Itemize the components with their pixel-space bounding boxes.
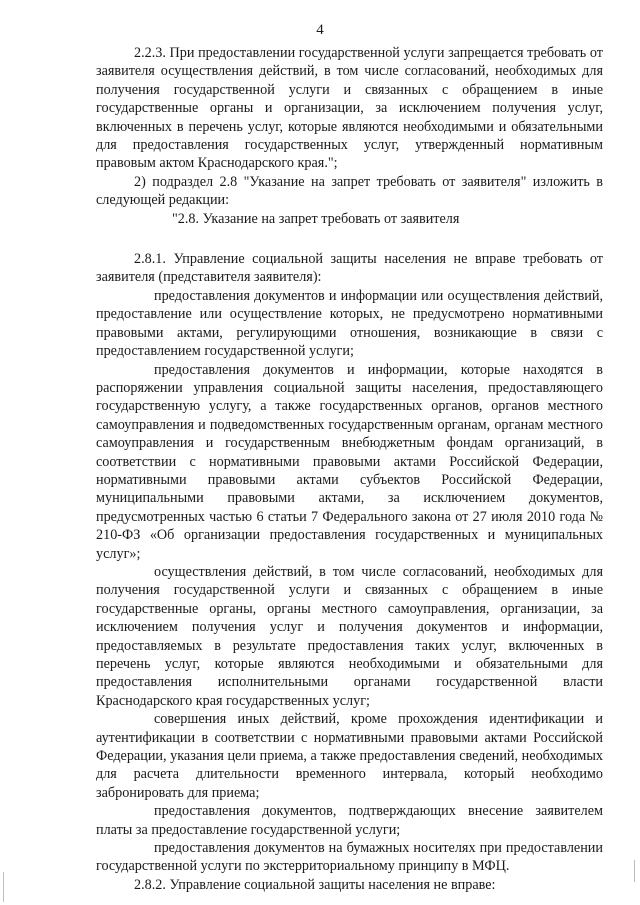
- list-item-payment-documents: предоставления документов, подтверждающих внесение заявителем платы за предоставление государственной услуги;: [96, 803, 603, 838]
- document-body: [96, 44, 603, 894]
- list-item-documents-in-possession: предоставления документов и информации, которые находятся в распоряжении управления социальной защиты населения, предоставляющего государственную услугу, а также государственных органов, органов местного самоуправления и подведомственных государственным органам, органам местного самоуправления и государственным внебюджетным фондам организаций, в соответствии с нормативными правовыми актами Российской Федерации, нормативными правовыми актами субъектов Российской Федерации, муниципальными правовыми актами, за исключением документов, предусмотренных частью 6 статьи 7 Федерального закона от 27 июля 2010 года № 210-ФЗ «Об организации предоставления государственных и муниципальных услуг»;: [96, 361, 603, 562]
- list-item-actions-approvals: осуществления действий, в том числе согласований, необходимых для получения государственной услуги и связанных с обращением в иные государственные органы, органы местного самоуправления, организации, за исключением получения услуг и получения документов и информации, предоставляемых в результате предоставления таких услуг, включенных в перечень услуг, которые являются необходимыми и обязательными для предоставления исполнительными органами государственной власти Краснодарского края государственных услуг;: [96, 563, 603, 709]
- scan-edge-mark: [634, 860, 635, 882]
- list-item-paper-documents: предоставления документов на бумажных носителях при предоставлении государственной услуги по экстерриториальному принципу в МФЦ.: [96, 840, 603, 875]
- paragraph-2-8-2: 2.8.2. Управление социальной защиты населения не вправе:: [134, 876, 496, 893]
- scan-edge-mark: [3, 872, 4, 902]
- paragraph-2-8-1: 2.8.1. Управление социальной защиты населения не вправе требовать от заявителя (представителя заявителя):: [96, 251, 603, 286]
- section-heading-2-8: "2.8. Указание на запрет требовать от заявителя: [172, 210, 460, 227]
- page-number: 4: [316, 22, 324, 38]
- list-item-documents-not-required: предоставления документов и информации или осуществления действий, предоставление или осуществление которых, не предусмотрено нормативными правовыми актами, регулирующими отношения, возникающие в связи с предоставлением государственной услуги;: [96, 287, 603, 360]
- paragraph-2-2-3: 2.2.3. При предоставлении государственной услуги запрещается требовать от заявителя осуществления действий, в том числе согласований, необходимых для получения государственной услуги и связанных с обращением в иные государственные органы и организации, за исключением получения услуг, включенных в перечень услуг, которые являются необходимыми и обязательными для предоставления государственных услуг, утвержденный нормативным правовым актом Краснодарского края.";: [96, 45, 603, 172]
- paragraph-subsection-amendment: 2) подраздел 2.8 "Указание на запрет требовать от заявителя" изложить в следующей редакции:: [96, 173, 603, 209]
- list-item-other-actions: совершения иных действий, кроме прохождения идентификации и аутентификации в соответствии с нормативными правовыми актами Российской Федерации, указания цели приема, а также предоставления сведений, необходимых для расчета длительности временного интервала, который необходимо забронировать для приема;: [96, 711, 603, 801]
